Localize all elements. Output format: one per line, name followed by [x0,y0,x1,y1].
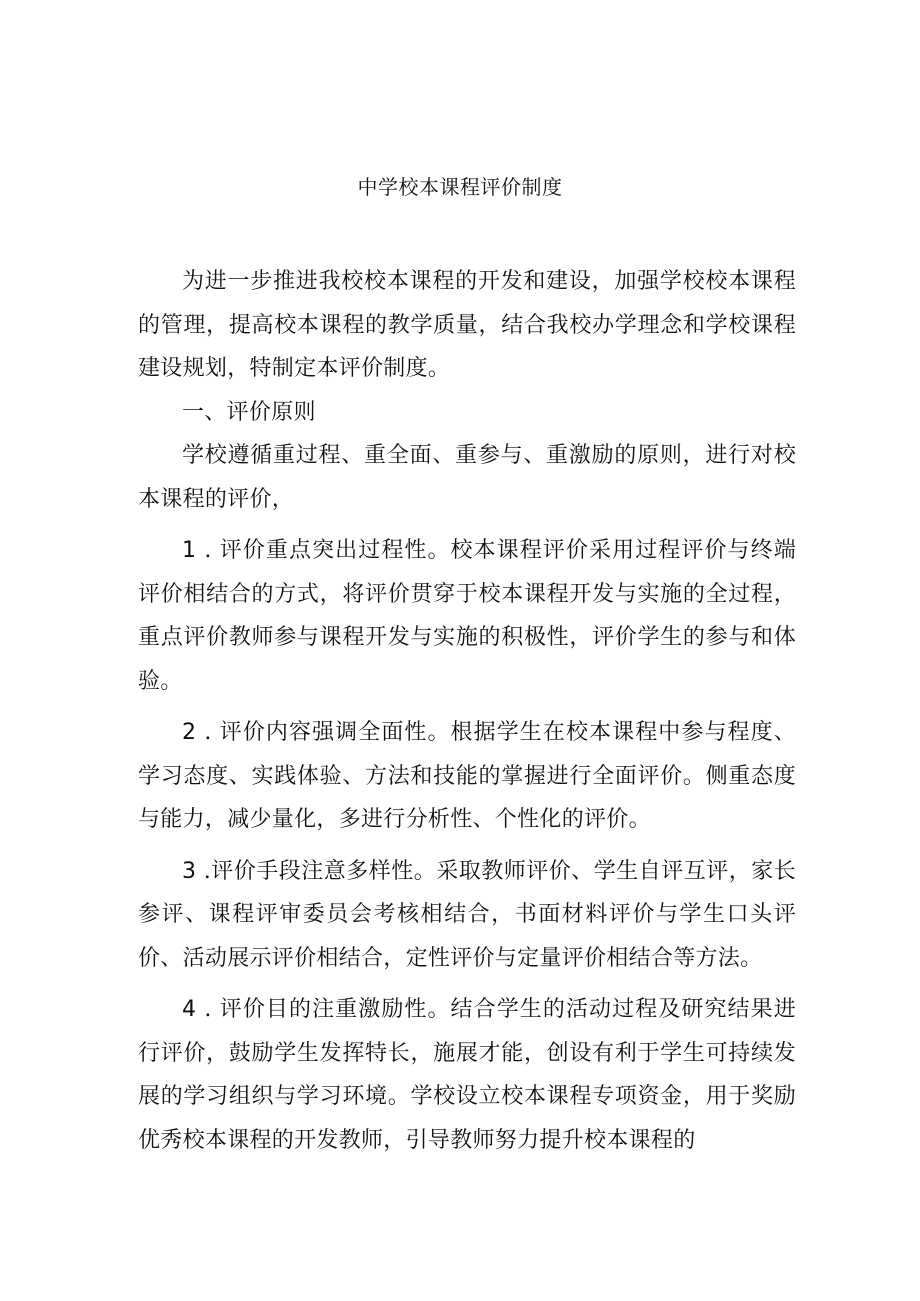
item-text: .评价手段注意多样性。采取教师评价、学生自评互评，家长参评、课程评审委员会考核相结合，书面材料评价与学生口头评价、活动展示评价相结合，定性评价与定量评价相结合等方法。 [138,858,796,971]
section-heading: 一、评价原则 [182,399,316,425]
list-item [138,529,796,703]
item-number: 3 [182,858,197,884]
document-body [138,260,796,1162]
item-text: . 评价目的注重激励性。结合学生的活动过程及研究结果进行评价，鼓励学生发挥特长，施展才能，创设有利于学生可持续发展的学习组织与学习环境。学校设立校本课程专项资金，用于奖励优秀校本课程的开发教师，引导教师努力提升校本课程的 [138,997,796,1153]
intro-paragraph: 为进一步推进我校校本课程的开发和建设，加强学校校本课程的管理，提高校本课程的教学质量，结合我校办学理念和学校课程建设规划，特制定本评价制度。 [138,269,796,381]
item-number: 2 [182,720,197,745]
section-intro-paragraph: 学校遵循重过程、重全面、重参与、重激励的原则，进行对校本课程的评价， [138,443,796,512]
item-number: 1 [182,538,197,563]
document-title: 中学校本课程评价制度 [357,175,563,199]
list-item [138,711,796,842]
item-number: 4 [182,997,197,1022]
list-item [138,988,796,1162]
list-item [138,850,796,981]
item-text: . 评价重点突出过程性。校本课程评价采用过程评价与终端评价相结合的方式，将评价贯穿于校本课程开发与实施的全过程，重点评价教师参与课程开发与实施的积极性，评价学生的参与和体验。 [138,538,796,694]
item-text: . 评价内容强调全面性。根据学生在校本课程中参与程度、学习态度、实践体验、方法和技能的掌握进行全面评价。侧重态度与能力，减少量化，多进行分析性、个性化的评价。 [138,720,796,832]
